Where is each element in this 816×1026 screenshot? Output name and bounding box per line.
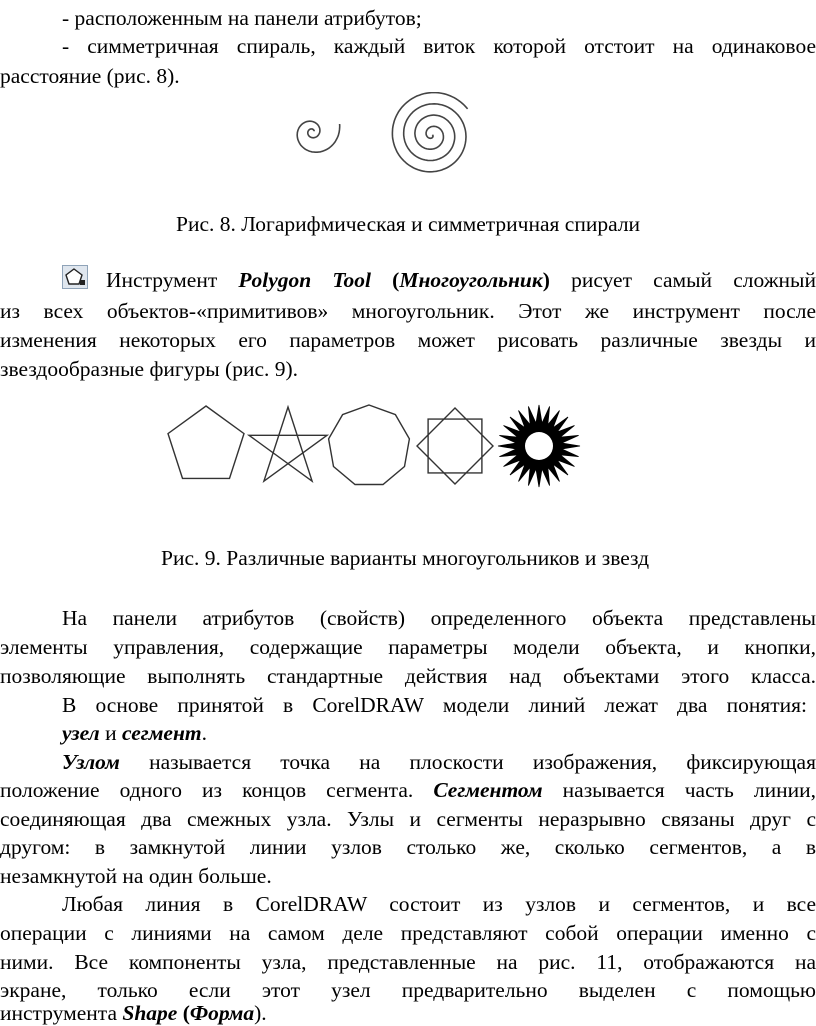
symmetric-spiral [392, 93, 467, 172]
text-line: экране, только если этот узел предварительно выделен с помощью [0, 978, 816, 1002]
text-line: другом: в замкнутой линии узлов столько же, сколько сегментов, а в [0, 835, 816, 859]
fig8-spirals [0, 92, 816, 202]
text-line: положение одного из концов сегмента. Сегментом называется часть линии, [0, 778, 816, 802]
text-line: - расположенным на панели атрибутов; [62, 6, 422, 30]
logarithmic-spiral [297, 121, 340, 152]
text-line: операции с линиями на самом деле представляют собой операции именно с [0, 921, 816, 945]
polygon-tool-name: Polygon Tool [238, 268, 372, 292]
nonagon-shape [329, 405, 410, 485]
shape-tool-name: Shape [122, 1001, 178, 1025]
text-line: - симметричная спираль, каждый виток которой отстоит на одинаковое [62, 34, 816, 58]
text-line: Узлом называется точка на плоскости изображения, фиксирующая [62, 750, 816, 774]
text-line: инструмента Shape (Форма). [0, 1001, 267, 1025]
text-line: незамкнутой на один больше. [0, 864, 272, 888]
text-line: Инструмент Polygon Tool (Многоугольник) рисует самый сложный [106, 268, 816, 292]
sunburst-center [525, 432, 553, 460]
text-line: На панели атрибутов (свойств) определенного объекта представлены [62, 606, 816, 630]
pentagon-shape [168, 406, 244, 478]
text-line: позволяющие выполнять стандартные действия над объектами этого класса. [0, 664, 816, 688]
text-line: Любая линия в CorelDRAW состоит из узлов и сегментов, и все [62, 892, 816, 916]
text-line: изменения некоторых его параметров может рисовать различные звезды и [0, 328, 816, 352]
text-line: узел и сегмент. [62, 721, 208, 745]
text-line: В основе принятой в CorelDRAW модели линий лежат два понятия: [62, 693, 807, 717]
text-line: звездообразные фигуры (рис. 9). [0, 357, 299, 381]
fig9-caption: Рис. 9. Различные варианты многоугольников и звезд [161, 546, 650, 570]
text-line: расстояние (рис. 8). [0, 64, 180, 88]
text-line: соединяющая два смежных узла. Узлы и сегменты неразрывно связаны друг с [0, 807, 816, 831]
fig8-caption: Рис. 8. Логарифмическая и симметричная спирали [176, 212, 641, 236]
text-line: ними. Все компоненты узла, представленные на рис. 11, отображаются на [0, 950, 816, 974]
text-line: из всех объектов-«примитивов» многоугольник. Этот же инструмент после [0, 299, 816, 323]
text-line: элементы управления, содержащие параметры модели объекта, и кнопки, [0, 635, 816, 659]
star-shape [249, 407, 327, 481]
fig9-polygons [0, 402, 816, 502]
